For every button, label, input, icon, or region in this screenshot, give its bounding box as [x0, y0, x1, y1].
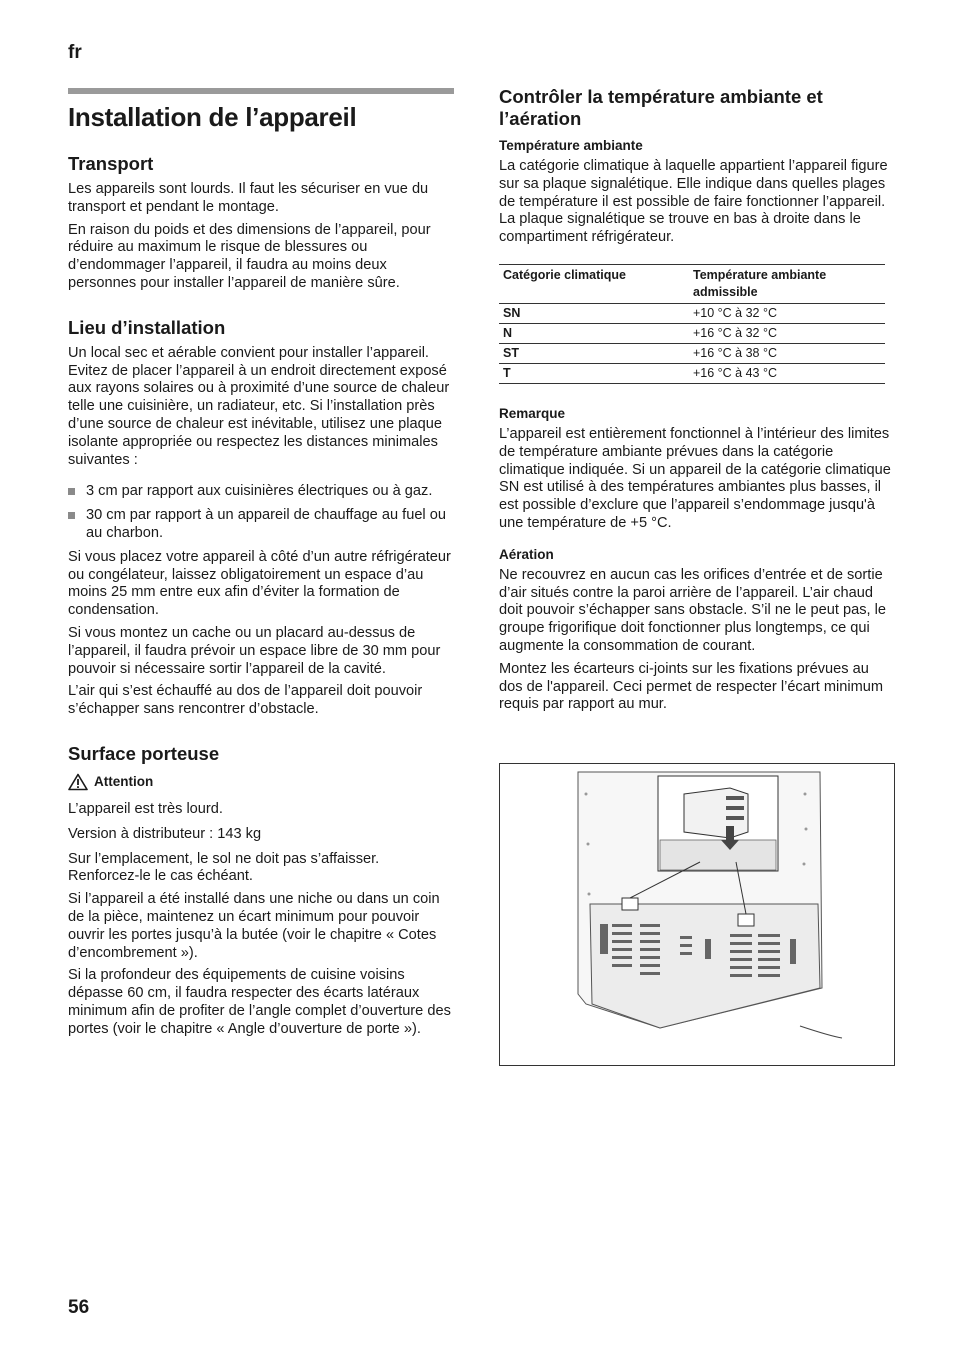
bullet-square-icon: [68, 512, 75, 519]
ambient-heading: Contrôler la température ambiante et l’aération: [499, 86, 823, 129]
table-row: [499, 323, 885, 343]
surface-paragraph-1: L’appareil est très lourd.: [68, 800, 223, 817]
left-column: [68, 88, 454, 1043]
attention-notice: [68, 773, 454, 791]
transport-paragraph-1: Les appareils sont lourds. Il faut les sécuriser en vue du transport et pendant le montage.: [68, 181, 429, 215]
page-title: Installation de l’appareil: [68, 102, 357, 132]
aeration-paragraph-2: Montez les écarteurs ci-joints sur les fixations prévues au dos de l'appareil. Ceci permet de respecter l’écart minimum requis par rapport au mur.: [499, 660, 884, 713]
bullet-square-icon: [68, 488, 75, 495]
appliance-back-illustration: [500, 764, 894, 1065]
surface-paragraph-5: Si la profondeur des équipements de cuisine voisins dépasse 60 cm, il faudra respecter des écarts latéraux minimum afin de profiter de l’angle complet d’ouverture des portes (voir le chapitre « Angle d’ouverture de porte »).: [68, 967, 451, 1037]
page-number: 56: [68, 1297, 90, 1318]
title-rule: [68, 88, 454, 94]
warning-triangle-icon: [68, 773, 88, 791]
lieu-paragraph-4: L’air qui s’est échauffé au dos de l’appareil doit pouvoir s’échapper sans rencontrer d’obstacle.: [68, 683, 423, 718]
transport-heading: Transport: [68, 153, 154, 174]
surface-paragraph-2: Version à distributeur : 143 kg: [68, 825, 262, 842]
surface-heading: Surface porteuse: [68, 742, 220, 764]
remarque-subheading: Remarque: [499, 405, 566, 421]
column-header-temperature: Température ambiante admissible: [689, 264, 885, 303]
temperature-subheading: Température ambiante: [499, 138, 643, 153]
list-item: [68, 483, 454, 501]
category-cell: ST: [499, 343, 689, 363]
surface-paragraph-3: Sur l’emplacement, le sol ne doit pas s’affaisser. Renforcez-le le cas échéant.: [68, 850, 380, 885]
lieu-paragraph-1: Un local sec et aérable convient pour installer l’appareil. Evitez de placer l’appareil à un endroit directement exposé aux rayons solaires ou à proximité d’une source de chaleur telle une cuisinière, un radiateur, etc. Si l’installation près d’une source de chaleur est inévitable, utilisez une plaque isolante appropriée ou respectez les distances minimales suivantes :: [68, 344, 450, 468]
aeration-paragraph-1: Ne recouvrez en aucun cas les orifices d’entrée et de sortie d’air situés contre la paroi arrière de l’appareil. L’air chaud doit pouvoir s’échapper sans obstacle. S’il ne le peut pas, le groupe frigorifique doit fonctionner plus longtemps, ce qui augmente la consommation de courant.: [499, 566, 886, 654]
lieu-paragraph-2: Si vous placez votre appareil à côté d’un autre réfrigérateur ou congélateur, laissez obligatoirement un espace d’au moins 25 mm entre eux afin d’éviter la formation de condensation.: [68, 548, 451, 619]
range-cell: +10 °C à 32 °C: [689, 303, 885, 323]
right-column: [499, 86, 895, 719]
lieu-paragraph-3: Si vous montez un cache ou un placard au-dessus de l’appareil, il faudra prévoir un espace libre de 30 mm pour pouvoir si nécessaire sortir l’appareil de la cavité.: [68, 624, 441, 677]
surface-section: [68, 743, 454, 1039]
category-cell: T: [499, 363, 689, 383]
temperature-paragraph: La catégorie climatique à laquelle appartient l’appareil figure sur sa plaque signalétique. Elle indique dans quelles plages de température il est possible de faire fonctionner l’appareil. La plaque signalétique se trouve en bas à droite dans le compartiment réfrigérateur.: [499, 158, 888, 246]
category-cell: SN: [499, 303, 689, 323]
table-row: [499, 343, 885, 363]
surface-paragraph-4: Si l’appareil a été installé dans une niche ou dans un coin de la pièce, maintenez un écart minimum pour pouvoir ouvrir les portes jusqu’à la butée (voir le chapitre « Cotes d’encombrement »).: [68, 891, 440, 961]
range-cell: +16 °C à 38 °C: [689, 343, 885, 363]
table-row: [499, 363, 885, 383]
aeration-subheading: Aération: [499, 546, 554, 562]
spacer-illustration: [499, 763, 895, 1066]
transport-paragraph-2: En raison du poids et des dimensions de l’appareil, pour réduire au maximum le risque de blessures ou d’endommager l’appareil, il faudra au moins deux personnes pour installer l’appareil de manière sûre.: [68, 221, 431, 291]
list-item-text: 30 cm par rapport à un appareil de chauffage au fuel ou au charbon.: [86, 507, 446, 541]
language-label: fr: [68, 42, 82, 63]
range-cell: +16 °C à 43 °C: [689, 363, 885, 383]
climate-table: [499, 264, 885, 384]
column-header-category: Catégorie climatique: [499, 264, 689, 303]
distance-list: [68, 483, 454, 542]
lieu-heading: Lieu d’installation: [68, 316, 226, 338]
table-header-row: [499, 264, 885, 303]
category-cell: N: [499, 323, 689, 343]
remarque-paragraph: L’appareil est entièrement fonctionnel à l’intérieur des limites de température ambiante prévues dans la catégorie climatique indiquée. Si un appareil de la catégorie climatique SN est utilisé à des températures ambiantes plus basses, il est possible d’exclure que l’appareil s’endommage jusqu'à une température de +5 °C.: [499, 425, 891, 531]
table-row: [499, 303, 885, 323]
range-cell: +16 °C à 32 °C: [689, 323, 885, 343]
attention-label: Attention: [94, 774, 154, 790]
list-item: [68, 507, 454, 543]
lieu-section: [68, 317, 454, 719]
list-item-text: 3 cm par rapport aux cuisinières électriques ou à gaz.: [86, 483, 433, 500]
